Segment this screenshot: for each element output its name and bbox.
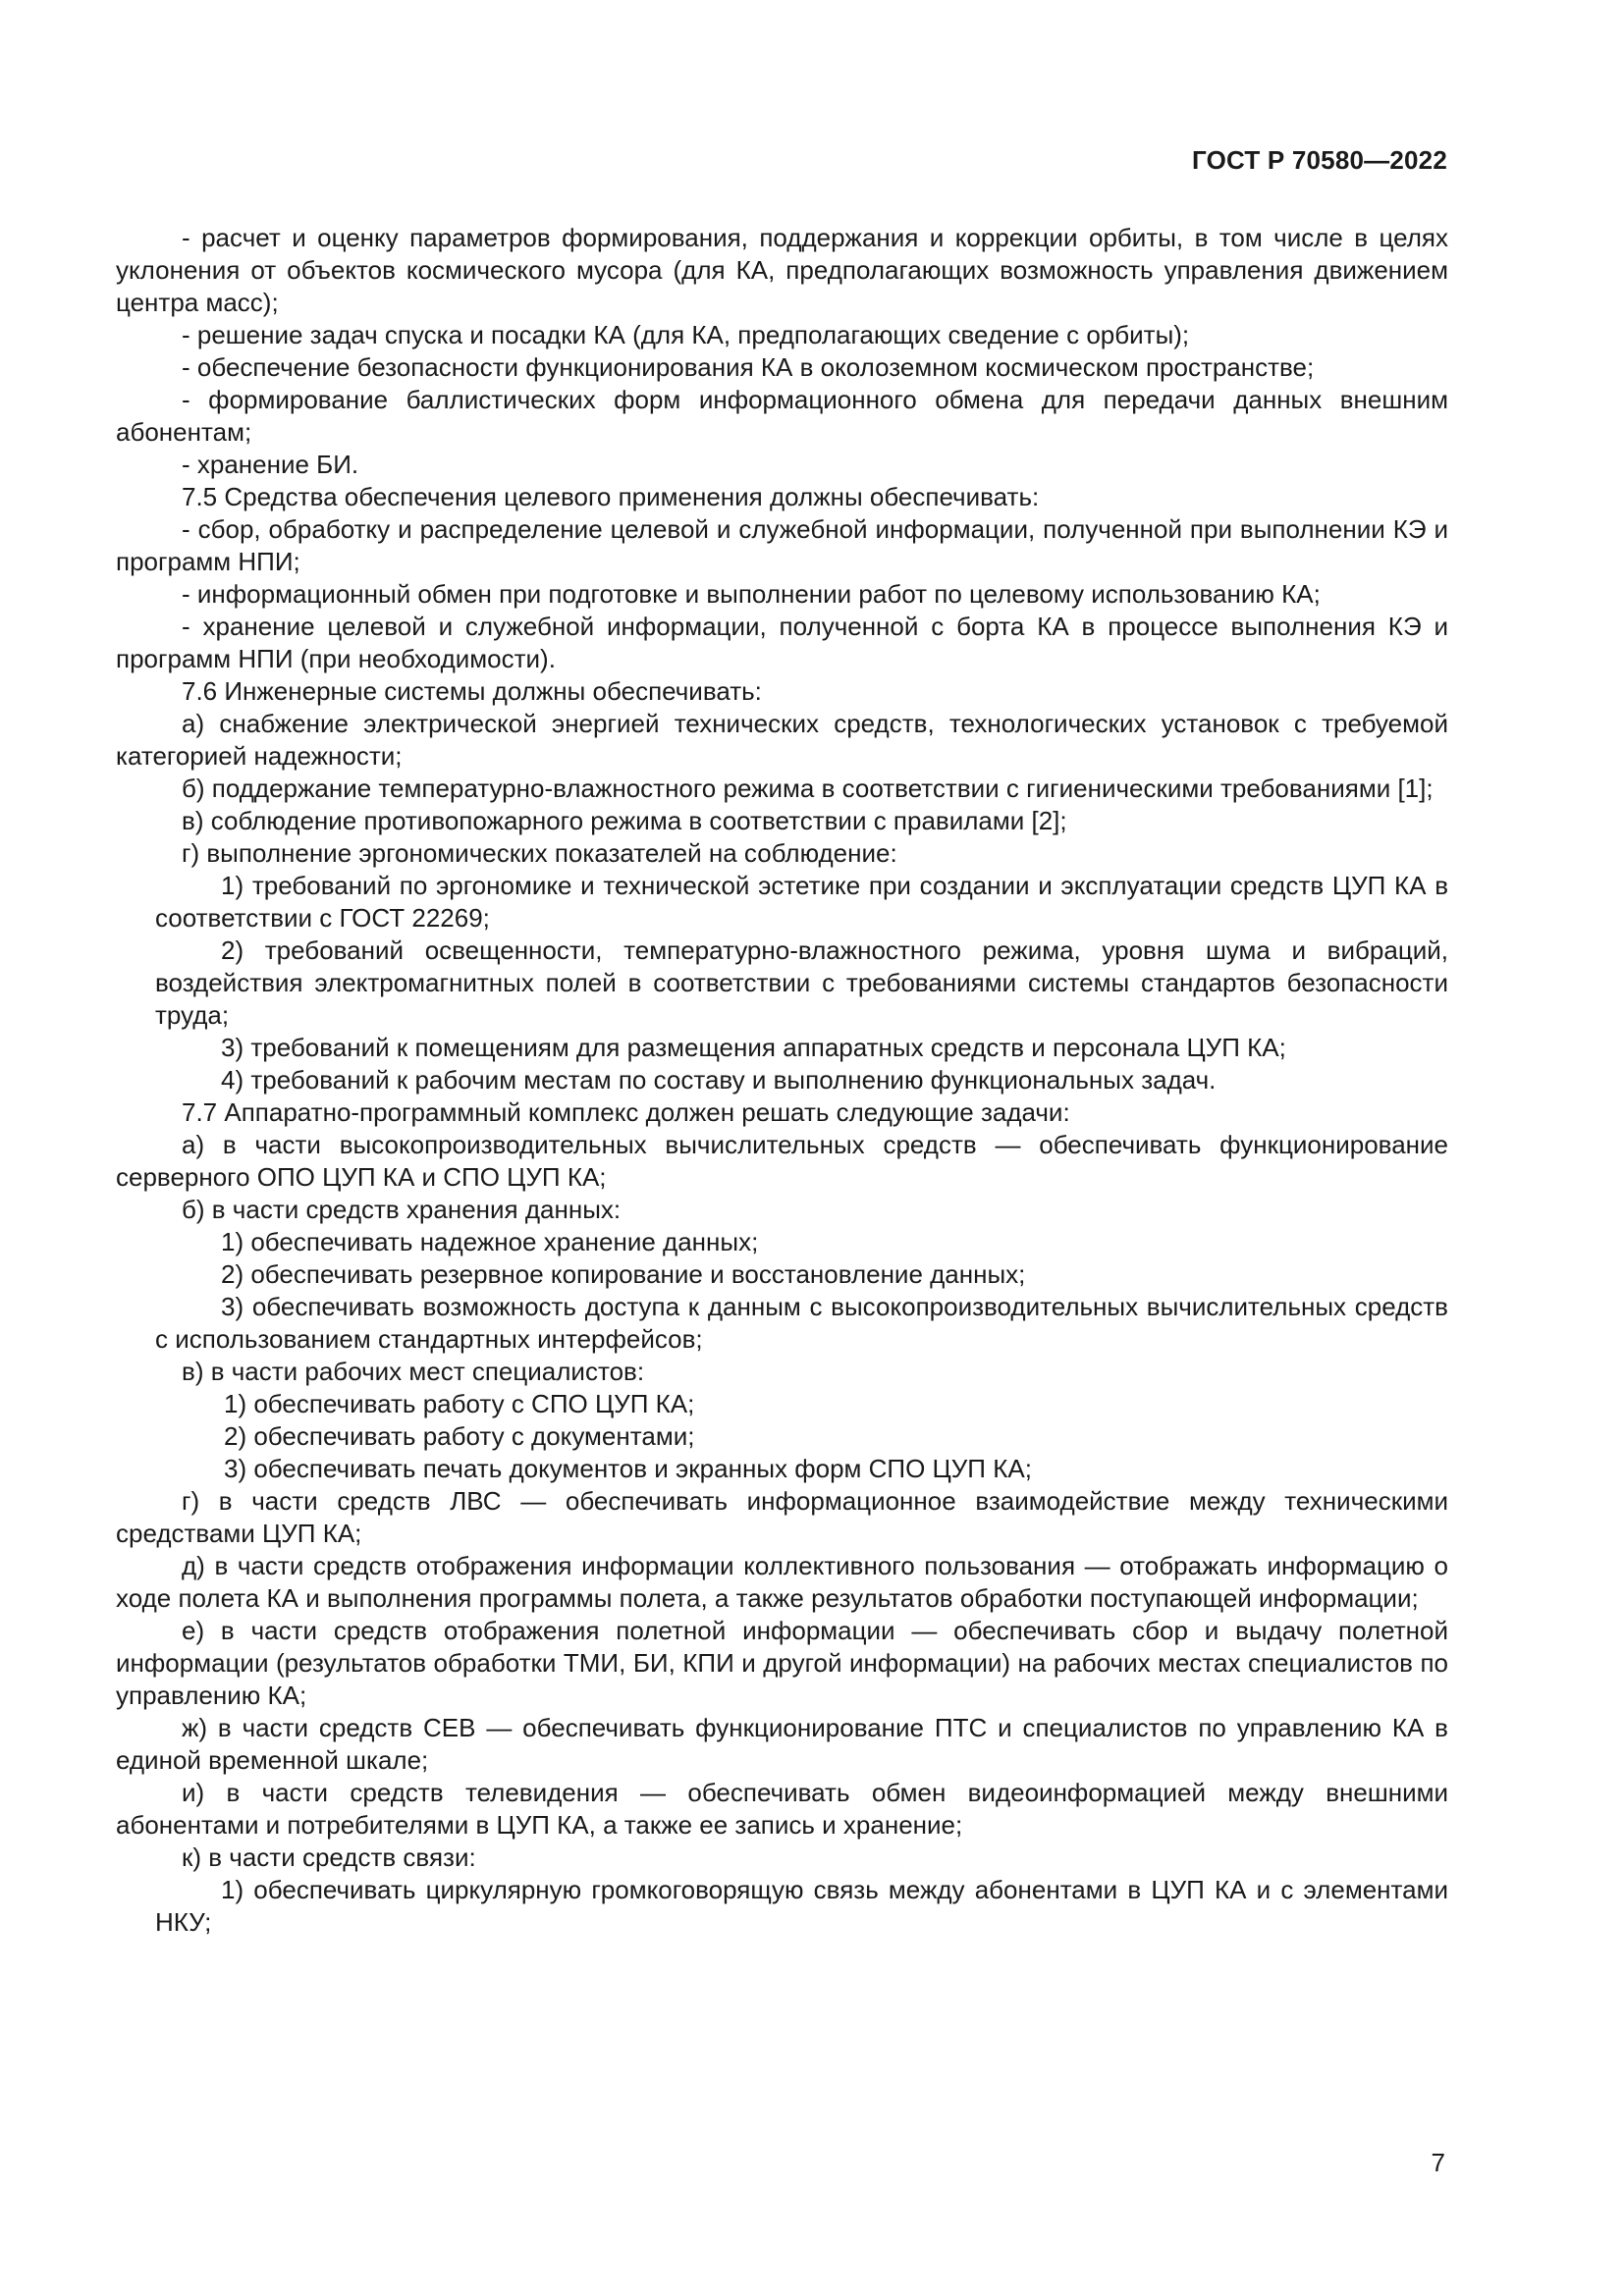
section-heading: 7.6 Инженерные системы должны обеспечивать: bbox=[182, 676, 762, 706]
sub-list-item: 3) обеспечивать печать документов и экранных форм СПО ЦУП КА; bbox=[224, 1454, 1032, 1483]
list-item: в) соблюдение противопожарного режима в соответствии с правилами [2]; bbox=[182, 806, 1067, 835]
sub-list-item: 3) требований к помещениям для размещения аппаратных средств и персонала ЦУП КА; bbox=[221, 1033, 1286, 1062]
sub-list-item: 2) обеспечивать работу с документами; bbox=[224, 1421, 695, 1451]
paragraph: - обеспечение безопасности функционирования КА в околоземном космическом пространстве; bbox=[182, 352, 1315, 382]
list-item: е) в части средств отображения полетной информации — обеспечивать сбор и выдачу полетной информации (результатов обработки ТМИ, БИ, КПИ и другой информации) на рабочих местах специалистов по управлению КА; bbox=[116, 1616, 1448, 1710]
sub-list-item: 2) требований освещенности, температурно-влажностного режима, уровня шума и вибраций, воздействия электромагнитных полей в соответствии с требованиями системы стандартов безопасности труда; bbox=[155, 935, 1448, 1030]
list-item: в) в части рабочих мест специалистов: bbox=[182, 1357, 645, 1386]
list-item: а) в части высокопроизводительных вычислительных средств — обеспечивать функционирование серверного ОПО ЦУП КА и СПО ЦУП КА; bbox=[116, 1130, 1448, 1192]
list-item: и) в части средств телевидения — обеспечивать обмен видеоинформацией между внешними абонентами и потребителями в ЦУП КА, а также ее запись и хранение; bbox=[116, 1778, 1448, 1840]
sub-list-item: 2) обеспечивать резервное копирование и восстановление данных; bbox=[221, 1259, 1026, 1289]
list-item: а) снабжение электрической энергией технических средств, технологических установок с требуемой категорией надежности; bbox=[116, 709, 1448, 771]
section-heading: 7.5 Средства обеспечения целевого применения должны обеспечивать: bbox=[182, 482, 1040, 511]
sub-list-item: 1) обеспечивать надежное хранение данных; bbox=[221, 1227, 759, 1256]
sub-list-item: 1) требований по эргономике и технической эстетике при создании и эксплуатации средств ЦУП КА в соответствии с ГОСТ 22269; bbox=[155, 871, 1448, 933]
paragraph: - сбор, обработку и распределение целевой и служебной информации, полученной при выполнении КЭ и программ НПИ; bbox=[116, 514, 1448, 576]
sub-list-item: 4) требований к рабочим местам по составу и выполнению функциональных задач. bbox=[221, 1065, 1217, 1095]
list-item: б) поддержание температурно-влажностного режима в соответствии с гигиеническими требованиями [1]; bbox=[182, 774, 1434, 803]
sub-list-item: 3) обеспечивать возможность доступа к данным с высокопроизводительных вычислительных средств с использованием стандартных интерфейсов; bbox=[155, 1292, 1448, 1354]
list-item: к) в части средств связи: bbox=[182, 1842, 476, 1872]
paragraph: - хранение БИ. bbox=[182, 450, 359, 479]
list-item: ж) в части средств СЕВ — обеспечивать функционирование ПТС и специалистов по управлению КА в единой временной шкале; bbox=[116, 1713, 1448, 1775]
list-item: г) в части средств ЛВС — обеспечивать информационное взаимодействие между техническими средствами ЦУП КА; bbox=[116, 1486, 1448, 1548]
section-heading: 7.7 Аппаратно-программный комплекс должен решать следующие задачи: bbox=[182, 1097, 1070, 1127]
document-body bbox=[116, 222, 1448, 1939]
list-item: г) выполнение эргономических показателей на соблюдение: bbox=[182, 838, 897, 868]
list-item: д) в части средств отображения информации коллективного пользования — отображать информацию о ходе полета КА и выполнения программы полета, а также результатов обработки поступающей информации; bbox=[116, 1551, 1448, 1613]
sub-list-item: 1) обеспечивать циркулярную громкоговорящую связь между абонентами в ЦУП КА и с элементами НКУ; bbox=[155, 1875, 1448, 1937]
paragraph: - расчет и оценку параметров формирования, поддержания и коррекции орбиты, в том числе в целях уклонения от объектов космического мусора (для КА, предполагающих возможность управления движением центра масс); bbox=[116, 223, 1448, 317]
paragraph: - формирование баллистических форм информационного обмена для передачи данных внешним абонентам; bbox=[116, 385, 1448, 447]
paragraph: - информационный обмен при подготовке и выполнении работ по целевому использованию КА; bbox=[182, 579, 1321, 609]
page-number: 7 bbox=[1431, 2148, 1445, 2177]
sub-list-item: 1) обеспечивать работу с СПО ЦУП КА; bbox=[224, 1389, 695, 1418]
document-header: ГОСТ Р 70580—2022 bbox=[1192, 145, 1447, 175]
list-item: б) в части средств хранения данных: bbox=[182, 1195, 622, 1224]
paragraph: - хранение целевой и служебной информации, полученной с борта КА в процессе выполнения КЭ и программ НПИ (при необходимости). bbox=[116, 612, 1448, 673]
paragraph: - решение задач спуска и посадки КА (для КА, предполагающих сведение с орбиты); bbox=[182, 320, 1190, 349]
